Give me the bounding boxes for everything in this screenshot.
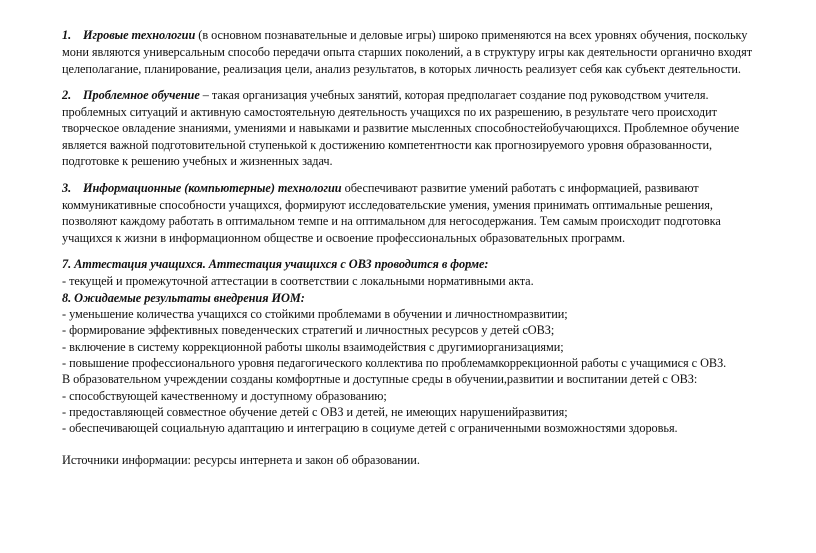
item-8-line-2: - формирование эффективных поведенческих стратегий и личностных ресурсов у детей сОВЗ; <box>62 323 555 337</box>
item-2-text-1: – такая организация учебных занятий, которая предполагает создание под руководством учителя. <box>199 88 709 102</box>
item-1-title: Игровые технологии <box>83 28 196 42</box>
item-8-line-8: - обеспечивающей социальную адаптацию и интеграцию в социуме детей с ограниченными возможностями здоровья. <box>62 421 678 435</box>
item-1-line-1 <box>62 27 747 43</box>
item-2-line-3: творческое овладение знаниями, умениями и навыками и развитие мысленных способностейобучающихся. Проблемное обучение <box>62 121 740 135</box>
item-3-title: Информационные (компьютерные) технологии <box>83 181 342 195</box>
item-8-line-4: - повышение профессионального уровня педагогического коллектива по проблемамкоррекционной работы с учащимися с ОВЗ. <box>62 356 727 370</box>
item-3-line-4: учащихся к жизни в информационном обществе и освоение профессиональных образовательных программ. <box>62 231 625 245</box>
item-2-line-5: подготовке к решению учебных и жизненных задач. <box>62 154 333 168</box>
item-2-line-1 <box>62 87 708 103</box>
item-8-line-6: - способствующей качественному и доступному образованию; <box>62 389 387 403</box>
item-1-text-1: (в основном познавательные и деловые игры) широко применяются на всех уровнях обучения, поскольку <box>195 28 748 42</box>
item-2-title: Проблемное обучение <box>83 88 200 102</box>
item-8-line-3: - включение в систему коррекционной работы школы взаимодействия с другимиорганизациями; <box>62 340 564 354</box>
item-1-line-3: целеполагание, планирование, реализация цели, анализ результатов, в которых личность реализует себя как субъект деятельности. <box>62 62 741 76</box>
item-7-line-1: - текущей и промежуточной аттестации в соответствии с локальными нормативными акта. <box>62 274 534 288</box>
item-3-line-2: коммуникативные способности учащихся, формируют исследовательские умения, умения принимать оптимальные решения, <box>62 198 713 212</box>
item-3-line-1 <box>62 180 699 196</box>
item-3-text-1: обеспечивают развитие умений работать с информацией, развивают <box>341 181 699 195</box>
item-2-line-4: является важной подготовительной ступенькой к достижению компетентности как прогнозируемого уровня образованности, <box>62 138 713 152</box>
item-8-line-1: - уменьшение количества учащихся со стойкими проблемами в обучении и личностномразвитии; <box>62 307 568 321</box>
item-2-number: 2. <box>62 88 72 102</box>
item-8-title: 8. Ожидаемые результаты внедрения ИОМ: <box>62 291 305 305</box>
item-1-number: 1. <box>62 28 72 42</box>
sources-line: Источники информации: ресурсы интернета и закон об образовании. <box>62 453 420 467</box>
item-8-line-5: В образовательном учреждении созданы комфортные и доступные среды в обучении,развитии и воспитании детей с ОВЗ: <box>62 372 698 386</box>
item-8-line-7: - предоставляющей совместное обучение детей с ОВЗ и детей, не имеющих нарушенийразвития; <box>62 405 568 419</box>
item-1-line-2: мони являются универсальным способо передачи опыта старших поколений, а в структуру игры как деятельности органично входят <box>62 45 753 59</box>
item-3-number: 3. <box>62 181 72 195</box>
item-2-line-2: проблемных ситуаций и активную самостоятельную деятельность учащихся по их разрешению, в результате чего происходит <box>62 105 717 119</box>
item-3-line-3: позволяют каждому работать в оптимальном темпе и на оптимальном для негосодержания. Тем самым происходит подготовка <box>62 214 721 228</box>
item-7-title: 7. Аттестация учащихся. Аттестация учащихся с ОВЗ проводится в форме: <box>62 257 489 271</box>
